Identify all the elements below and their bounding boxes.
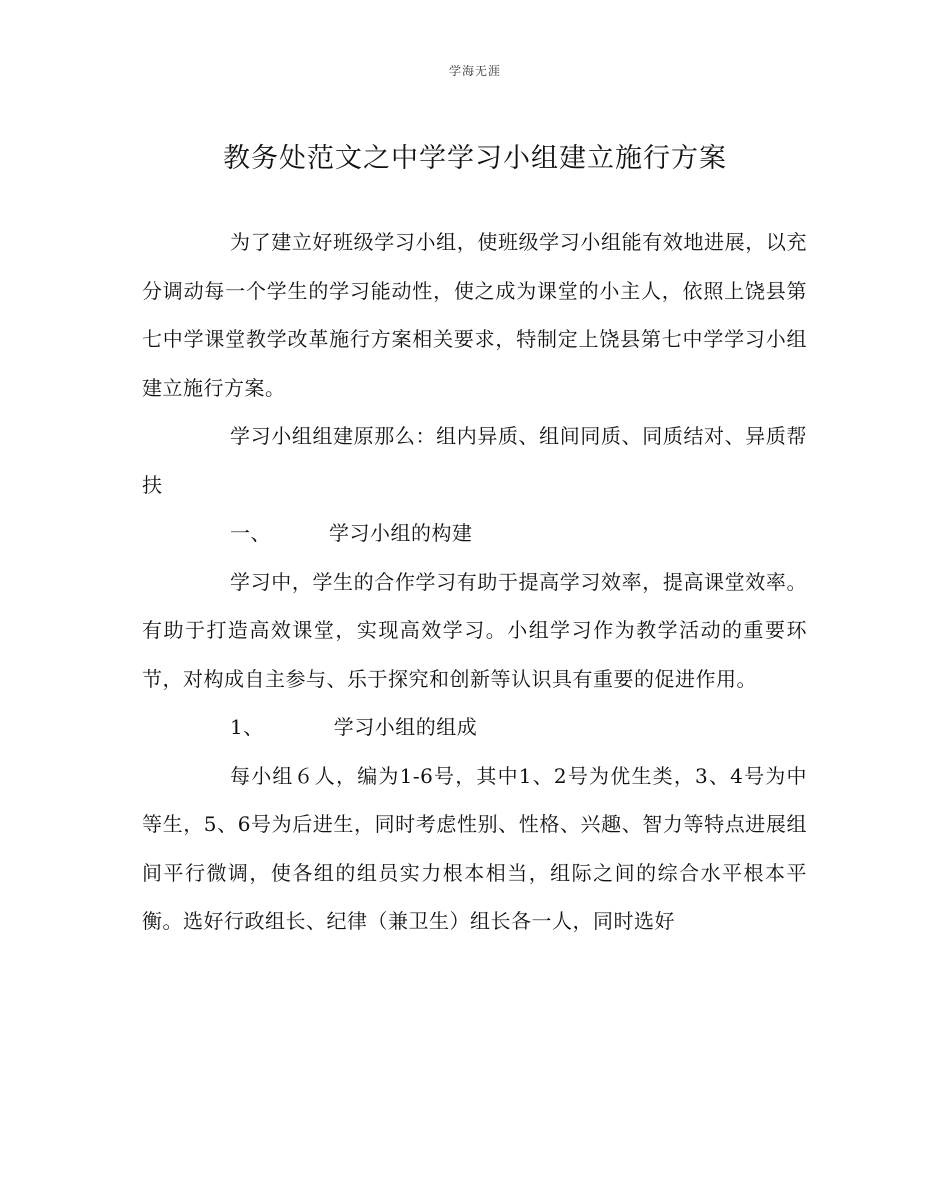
document-body (142, 218, 807, 946)
paragraph-cooperation: 学习中，学生的合作学习有助于提高学习效率，提高课堂效率。有助于打造高效课堂，实现高效学习。小组学习作为教学活动的重要环节，对构成自主参与、乐于探究和创新等认识具有重要的促进作用。 (142, 569, 807, 691)
paragraph-principle: 学习小组组建原那么：组内异质、组间同质、同质结对、异质帮扶 (142, 424, 807, 497)
document-title: 教务处范文之中学学习小组建立施行方案 (223, 143, 727, 174)
section-heading-2-number: 1、 (230, 715, 264, 739)
section-heading-1-text: 学习小组的构建 (329, 521, 473, 545)
page-header: 学海无涯 (448, 64, 501, 78)
paragraph-group-composition: 每小组６人，编为1-6号，其中1、2号为优生类，3、4号为中等生，5、6号为后进生，同时考虑性别、性格、兴趣、智力等特点进展组间平行微调，使各组的组员实力根本相当，组际之间的综合水平根本平衡。选好行政组长、纪律（兼卫生）组长各一人，同时选好 (142, 763, 807, 933)
section-heading-2-text: 学习小组的组成 (333, 715, 478, 739)
paragraph-intro: 为了建立好班级学习小组，使班级学习小组能有效地进展，以充分调动每一个学生的学习能动性，使之成为课堂的小主人，依照上饶县第七中学课堂教学改革施行方案相关要求，特制定上饶县第七中学学习小组建立施行方案。 (142, 230, 807, 400)
section-heading-1 (142, 509, 807, 558)
section-heading-1-number: 一、 (230, 521, 271, 545)
section-heading-2 (142, 703, 807, 752)
